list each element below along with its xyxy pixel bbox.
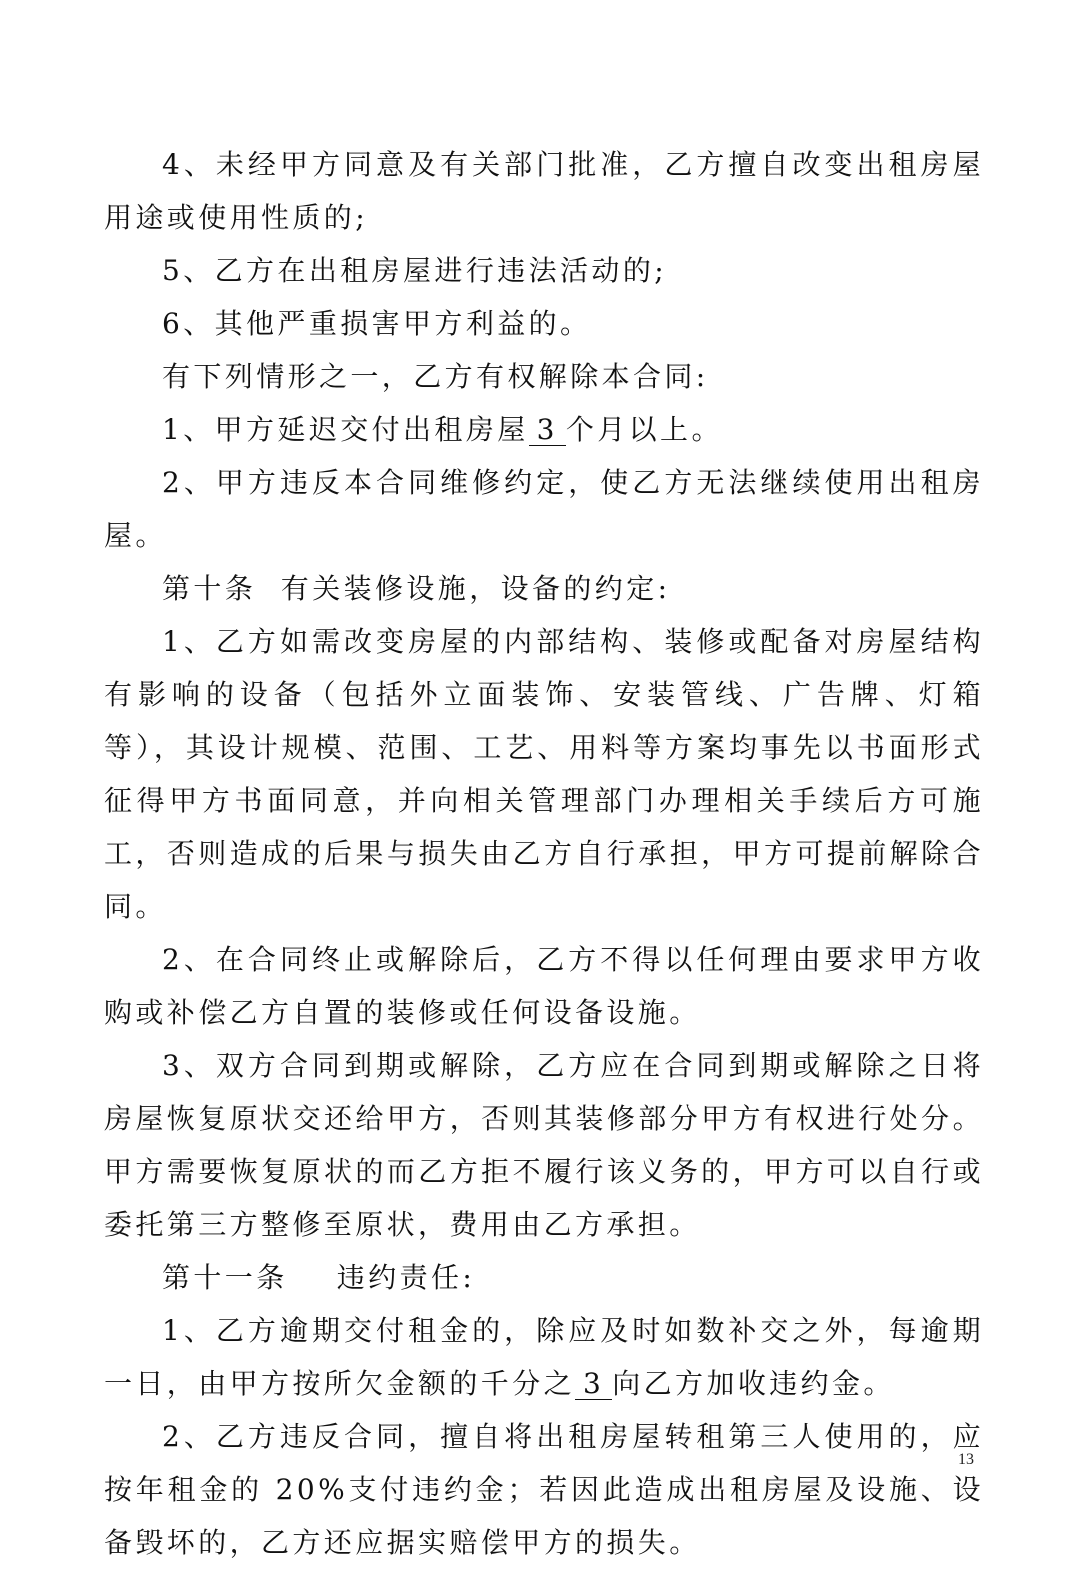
page-number: 13 (958, 1451, 974, 1468)
clause-item-5: 5、乙方在出租房屋进行违法活动的; (162, 254, 668, 287)
renovation-clause-3: 3、双方合同到期或解除，乙方应在合同到期或解除之日将房屋恢复原状交还给甲方，否则其装修部分甲方有权进行处分。甲方需要恢复原状的而乙方拒不履行该义务的，甲方可以自行或委托第三方整修至原状，费用由乙方承担。 (104, 1049, 984, 1241)
liability-clause-1 (104, 1304, 984, 1410)
article-11-heading: 第十一条 违约责任: (162, 1261, 476, 1294)
clause-text: 1、甲方延迟交付出租房屋 (162, 413, 529, 446)
renovation-clause-2: 2、在合同终止或解除后，乙方不得以任何理由要求甲方收购或补偿乙方自置的装修或任何设备设施。 (104, 943, 984, 1029)
filled-blank-months: 3 (529, 415, 566, 446)
clause-item-4: 4、未经甲方同意及有关部门批准，乙方擅自改变出租房屋用途或使用性质的; (104, 148, 984, 234)
tenant-termination-heading: 有下列情形之一，乙方有权解除本合同: (162, 360, 709, 393)
clause-text: 1、乙方逾期交付租金的，除应及时如数补交之外，每逾期一日，由甲方按所欠金额的千分之 (104, 1314, 984, 1400)
liability-clause-2: 2、乙方违反合同，擅自将出租房屋转租第三人使用的，应按年租金的 20%支付违约金；若因此造成出租房屋及设施、设备毁坏的，乙方还应据实赔偿甲方的损失。 (104, 1420, 984, 1559)
clause-text: 个月以上。 (565, 413, 723, 446)
document-body (104, 138, 984, 1569)
clause-item-6: 6、其他严重损害甲方利益的。 (162, 307, 592, 340)
article-10-heading: 第十条 有关装修设施，设备的约定: (162, 572, 671, 605)
renovation-clause-1: 1、乙方如需改变房屋的内部结构、装修或配备对房屋结构有影响的设备（包括外立面装饰、安装管线、广告牌、灯箱等），其设计规模、范围、工艺、用料等方案均事先以书面形式征得甲方书面同意，并向相关管理部门办理相关手续后方可施工，否则造成的后果与损失由乙方自行承担，甲方可提前解除合同。 (104, 625, 984, 923)
tenant-termination-item-2: 2、甲方违反本合同维修约定，使乙方无法继续使用出租房屋。 (104, 466, 984, 552)
clause-text: 向乙方加收违约金。 (612, 1367, 895, 1400)
filled-blank-rate: 3 (575, 1369, 612, 1400)
tenant-termination-item-1 (104, 403, 984, 456)
